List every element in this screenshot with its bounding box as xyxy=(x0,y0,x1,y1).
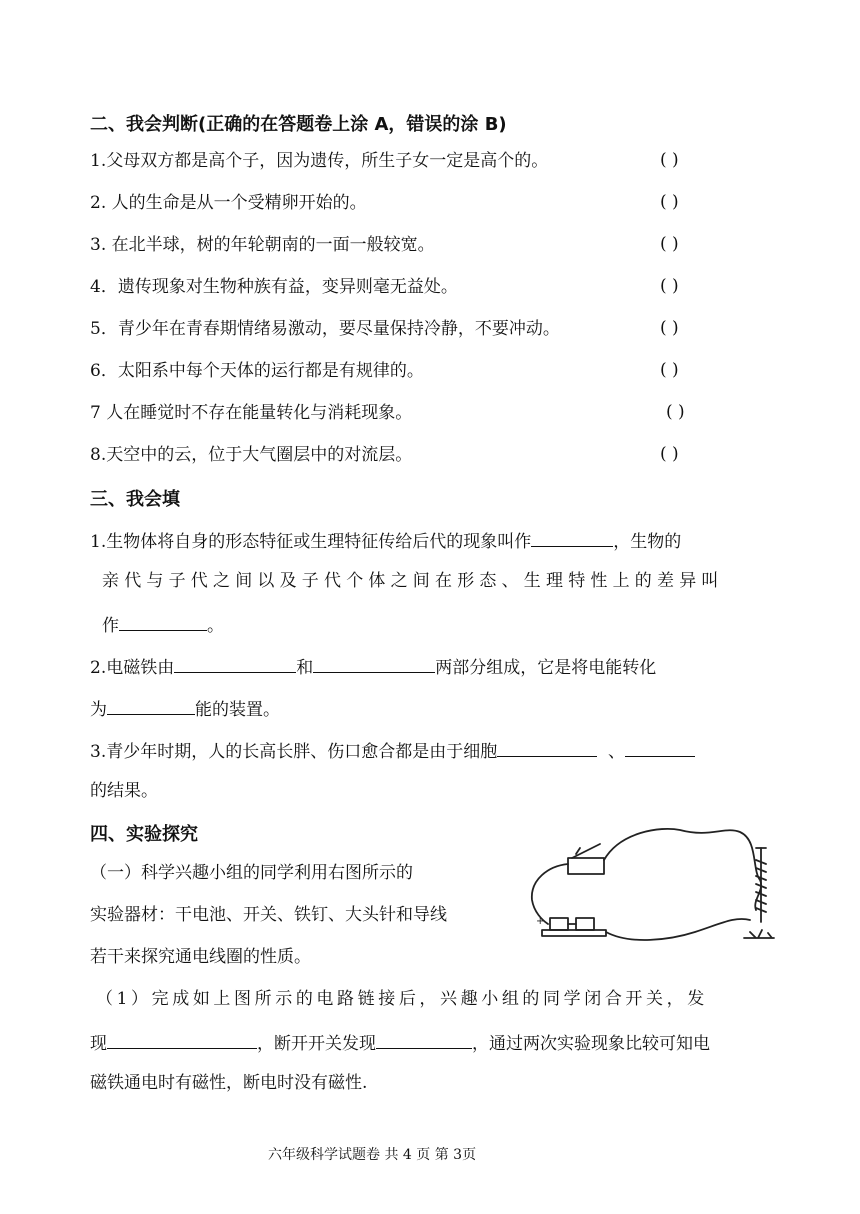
fill-q3-line2: 的结果。 xyxy=(90,781,158,801)
fill-blank-cell-1[interactable] xyxy=(497,738,597,757)
switch-base xyxy=(568,858,604,874)
fill-blank-energy[interactable] xyxy=(107,696,195,715)
experiment-q1-text-b: ，断开开关发现 xyxy=(257,1034,376,1054)
judge-paren-8: ( ) xyxy=(660,444,679,464)
fill-q3-line1 xyxy=(90,738,695,763)
fill-q1-text-a: 1.生物体将自身的形态特征或生理特征传给后代的现象叫作 xyxy=(90,532,532,552)
fill-blank-open-switch[interactable] xyxy=(376,1030,472,1049)
fill-q2-line2 xyxy=(90,696,280,721)
fill-q3-text-a: 3.青少年时期，人的长高长胖、伤口愈合都是由于细胞 xyxy=(90,742,498,762)
judge-item-7: 7 人在睡觉时不存在能量转化与消耗现象。 xyxy=(90,403,413,423)
judge-paren-1: ( ) xyxy=(660,150,679,170)
judge-paren-6: ( ) xyxy=(660,360,679,380)
fill-blank-cell-2[interactable] xyxy=(625,738,695,757)
fill-blank-part-2[interactable] xyxy=(313,654,435,673)
experiment-q1-text-c: ，通过两次实验现象比较可知电 xyxy=(472,1034,710,1054)
judge-item-4: 4．遗传现象对生物种族有益，变异则毫无益处。 xyxy=(90,277,458,297)
fill-q1-text-c: 作 xyxy=(102,616,119,636)
judge-paren-2: ( ) xyxy=(660,192,679,212)
experiment-intro-line2: 实验器材：干电池、开关、铁钉、大头针和导线 xyxy=(90,905,447,925)
fill-q1-text-d: 。 xyxy=(207,616,224,636)
pins-pile xyxy=(744,930,774,938)
judge-paren-7: ( ) xyxy=(666,402,685,422)
fill-q2-text-e: 能的装置。 xyxy=(195,700,280,720)
battery-holder xyxy=(542,930,606,936)
judge-item-1: 1.父母双方都是高个子，因为遗传，所生子女一定是高个的。 xyxy=(90,151,549,171)
section-2-heading: 二、我会判断(正确的在答题卷上涂 A，错误的涂 B) xyxy=(90,114,507,135)
fill-q3-text-b: 、 xyxy=(608,742,626,762)
fill-q1-line2: 亲代与子代之间以及子代个体之间在形态、生理特性上的差异叫 xyxy=(102,571,724,591)
electromagnet-circuit-diagram xyxy=(520,820,790,950)
wire-bottom xyxy=(606,919,750,940)
switch-lever xyxy=(572,844,600,858)
section-4-heading: 四、实验探究 xyxy=(90,824,198,845)
judge-paren-3: ( ) xyxy=(660,234,679,254)
fill-q1-line3 xyxy=(102,612,224,637)
fill-q2-text-b: 和 xyxy=(296,658,314,678)
fill-blank-variation[interactable] xyxy=(119,612,207,631)
battery-left-cell xyxy=(550,918,568,930)
fill-q2-text-c: 两部分组成，它是将电能转化 xyxy=(435,658,657,678)
experiment-intro-line3: 若干来探究通电线圈的性质。 xyxy=(90,947,311,967)
fill-blank-part-1[interactable] xyxy=(174,654,296,673)
fill-q1-text-b: ，生物的 xyxy=(613,532,682,552)
judge-paren-4: ( ) xyxy=(660,276,679,296)
fill-q1-line1 xyxy=(90,528,681,553)
judge-item-5: 5．青少年在青春期情绪易激动，要尽量保持冷静，不要冲动。 xyxy=(90,319,560,339)
judge-paren-5: ( ) xyxy=(660,318,679,338)
section-3-heading: 三、我会填 xyxy=(90,489,180,510)
judge-item-6: 6．太阳系中每个天体的运行都是有规律的。 xyxy=(90,361,424,381)
fill-blank-heredity[interactable] xyxy=(531,528,613,547)
svg-text:+: + xyxy=(536,916,545,927)
fill-q2-line1 xyxy=(90,654,656,679)
judge-item-2: 2. 人的生命是从一个受精卵开始的。 xyxy=(90,193,367,213)
experiment-intro-line1: （一）科学兴趣小组的同学利用右图所示的 xyxy=(90,863,413,883)
fill-blank-closed-switch[interactable] xyxy=(107,1030,257,1049)
experiment-q1-line3: 磁铁通电时有磁性，断电时没有磁性. xyxy=(90,1073,368,1093)
battery-right-cell xyxy=(576,918,594,930)
experiment-q1-text-a: 现 xyxy=(90,1034,107,1054)
judge-item-8: 8.天空中的云，位于大气圈层中的对流层。 xyxy=(90,445,413,465)
wire-left xyxy=(532,864,568,924)
wire-top-loop xyxy=(604,829,761,910)
page-footer: 六年级科学试题卷 共 4 页 第 3页 xyxy=(268,1147,477,1163)
experiment-q1-line1: （1）完成如上图所示的电路链接后，兴趣小组的同学闭合开关，发 xyxy=(96,989,708,1009)
judge-item-3: 3. 在北半球，树的年轮朝南的一面一般较宽。 xyxy=(90,235,435,255)
experiment-q1-line2 xyxy=(90,1030,710,1055)
fill-q2-text-d: 为 xyxy=(90,700,107,720)
fill-q2-text-a: 2.电磁铁由 xyxy=(90,658,175,678)
